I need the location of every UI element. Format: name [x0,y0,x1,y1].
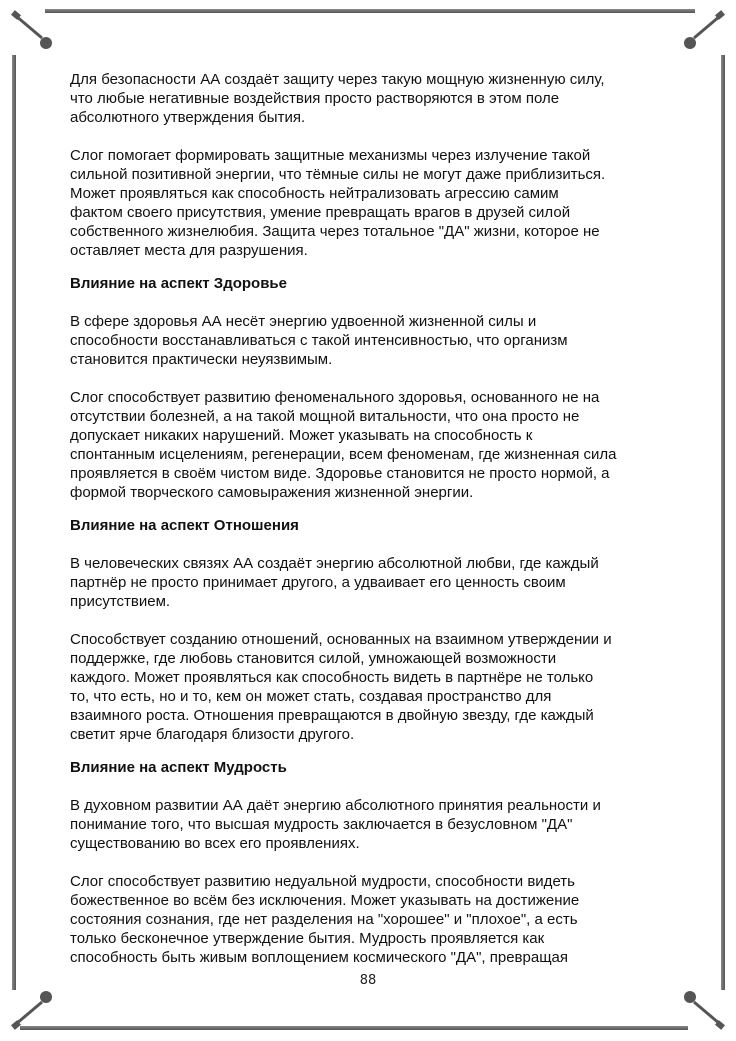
paragraph [70,146,690,260]
key-ornament-icon [8,6,52,50]
text-line: поддержке, где любовь становится силой, умножающей возможности [70,650,557,667]
paragraph [70,872,690,967]
text-line: понимание того, что высшая мудрость заключается в безусловном "ДА" [70,816,573,833]
text-line: проявляется в своём чистом виде. Здоровье становится не просто нормой, а [70,465,610,482]
text-line: божественное во всём без исключения. Может указывать на достижение [70,892,580,909]
text-line: собственного жизнелюбия. Защита через тотальное "ДА" жизни, которое не [70,223,600,240]
key-ornament-icon [684,6,728,50]
page-number: 88 [359,973,377,988]
key-ornament-icon [684,990,728,1034]
text-line: способности восстанавливаться с такой интенсивностью, что организм [70,332,568,349]
text-line: В духовном развитии АА даёт энергию абсолютного принятия реальности и [70,797,601,814]
key-ornament-icon [8,990,52,1034]
text-line: что любые негативные воздействия просто растворяются в этом поле [70,90,560,107]
section-heading: Влияние на аспект Здоровье [70,275,287,292]
text-line: каждого. Может проявляться как способность видеть в партнёре не только [70,669,594,686]
text-line: Способствует созданию отношений, основанных на взаимном утверждении и [70,631,612,648]
text-line: сильной позитивной энергии, что тёмные силы не могут даже приблизиться. [70,166,606,183]
border-bottom [20,1026,688,1030]
border-top [45,9,695,13]
text-line: способность быть живым воплощением космического "ДА", превращая [70,949,569,966]
paragraph [70,70,690,127]
paragraph [70,554,690,611]
page-content [70,70,690,986]
paragraph [70,630,690,744]
text-line: только бесконечное утверждение бытия. Мудрость проявляется как [70,930,545,947]
text-line: взаимного роста. Отношения превращаются в двойную звезду, где каждый [70,707,594,724]
text-line: Слог помогает формировать защитные механизмы через излучение такой [70,147,591,164]
text-line: фактом своего присутствия, умение превращать врагов в друзей силой [70,204,571,221]
paragraph [70,388,690,502]
text-line: отсутствии болезней, а на такой мощной витальности, что она просто не [70,408,580,425]
text-line: становится практически неуязвимым. [70,351,333,368]
section-heading: Влияние на аспект Отношения [70,517,299,534]
text-line: абсолютного утверждения бытия. [70,109,306,126]
text-line: существованию во всех его проявлениях. [70,835,360,852]
paragraph [70,796,690,853]
text-line: оставляет места для разрушения. [70,242,308,259]
text-line: Может проявляться как способность нейтрализовать агрессию самим [70,185,559,202]
text-line: состояния сознания, где нет разделения на "хорошее" и "плохое", а есть [70,911,578,928]
text-line: присутствием. [70,593,171,610]
text-line: светит ярче благодаря близости другого. [70,726,355,743]
border-right [721,55,725,990]
border-left [12,55,16,990]
text-line: допускает никаких нарушений. Может указывать на способность к [70,427,533,444]
text-line: партнёр не просто принимает другого, а удваивает его ценность своим [70,574,566,591]
text-line: Слог способствует развитию феноменального здоровья, основанного не на [70,389,600,406]
paragraph [70,312,690,369]
text-line: Для безопасности АА создаёт защиту через такую мощную жизненную силу, [70,71,605,88]
text-line: формой творческого самовыражения жизненной энергии. [70,484,474,501]
section-heading: Влияние на аспект Мудрость [70,759,287,776]
text-line: В человеческих связях АА создаёт энергию абсолютной любви, где каждый [70,555,599,572]
text-line: В сфере здоровья АА несёт энергию удвоенной жизненной силы и [70,313,537,330]
text-line: Слог способствует развитию недуальной мудрости, способности видеть [70,873,575,890]
text-line: спонтанным исцелениям, регенерации, всем феноменам, где жизненная сила [70,446,617,463]
text-line: то, что есть, но и то, кем он может стать, создавая пространство для [70,688,552,705]
